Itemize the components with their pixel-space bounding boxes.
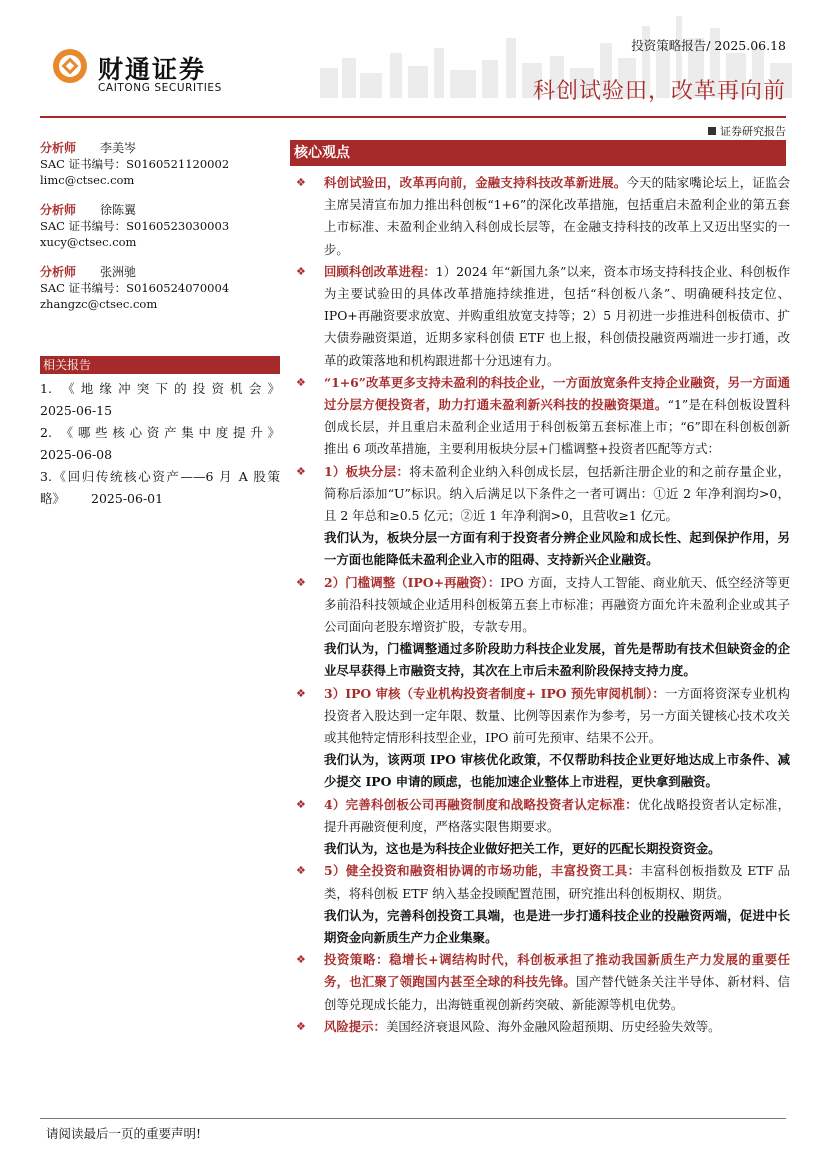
diamond-bullet-icon: ❖ — [296, 953, 306, 967]
header-divider — [40, 116, 786, 118]
core-views-header: 核心观点 — [290, 140, 786, 166]
our-view: 我们认为，该两项 IPO 审核优化政策，不仅帮助科技企业更好地达成上市条件、减少提交 IPO 申请的顾虑，也能加速企业整体上市进程，更快拿到融资。 — [324, 752, 790, 790]
diamond-bullet-icon: ❖ — [296, 575, 306, 589]
analyst-name: 徐陈翼 — [100, 203, 137, 217]
square-bullet-icon — [708, 127, 716, 135]
related-report-title: 3.《回归传统核心资产——6 月 A 股策 — [40, 469, 280, 484]
analyst-name: 李美岑 — [100, 141, 137, 155]
related-report-date: 2025-06-15 — [40, 403, 113, 418]
our-view: 我们认为，板块分层一方面有利于投资者分辨企业风险和成长性、起到保护作用，另一方面也能降低未盈利企业入市的阻碍、支持新兴企业融资。 — [324, 530, 790, 568]
analyst-sac: SAC 证书编号：S0160521120002 — [40, 157, 230, 171]
analyst-card — [40, 140, 280, 188]
report-type-date: 投资策略报告/ 2025.06.18 — [631, 38, 786, 53]
core-point: ❖ 投资策略：稳增长+调结构时代，科创板承担了推动我国新质生产力发展的重要任务，也汇聚了领跑国内甚至全球的科技先锋。国产替代链条关注半导体、新材料、信创等兑现成长能力，出海链重视创新药突破、新能源等机电优势。 — [296, 949, 790, 1016]
related-report-title-cont: 略》 2025-06-01 — [40, 491, 164, 506]
report-header — [0, 0, 826, 122]
footer-divider — [40, 1118, 786, 1119]
research-tag-label: 证券研究报告 — [720, 125, 786, 138]
related-report-item[interactable] — [40, 378, 280, 422]
analyst-role: 分析师 — [40, 203, 77, 217]
research-tag — [708, 123, 786, 139]
analyst-role: 分析师 — [40, 265, 77, 279]
core-views — [296, 172, 790, 1038]
analyst-card — [40, 202, 280, 250]
our-view: 我们认为，完善科创投资工具端，也是进一步打通科技企业的投融资两端，促进中长期资金向新质生产力企业集聚。 — [324, 907, 790, 945]
logo-english-name: CAITONG SECURITIES — [98, 82, 222, 94]
related-report-date: 2025-06-01 — [91, 491, 164, 506]
footer-disclaimer-note[interactable]: 请阅读最后一页的重要声明! — [46, 1126, 202, 1141]
diamond-bullet-icon: ❖ — [296, 176, 306, 189]
analyst-email[interactable]: zhangzc@ctsec.com — [40, 297, 158, 311]
analyst-name: 张洲驰 — [100, 265, 137, 279]
related-reports-list — [40, 378, 280, 510]
core-point: ❖ 2）门槛调整（IPO+再融资）：IPO 方面，支持人工智能、商业航天、低空经济等更多前沿科技领域企业适用科创板第五套上市标准；再融资方面允许未盈利企业或其子公司面向老股东增资扩股，专款专用。 — [296, 572, 790, 639]
diamond-bullet-icon: ❖ — [296, 464, 306, 478]
core-point: ❖ 回顾科创改革进程：1）2024 年“新国九条”以来，资本市场支持科技企业、科创板作为主要试验田的具体改革措施持续推进，包括“科创板八条”、明确硬科技定位、IPO+再融资要求放宽、并购重组放宽支持等；2）5 月初进一步推进科创板债市、扩大债券融资渠道，近期多家科创债 ETF 也上报，科创债投融资两端进一步打通，改革的政策落地和机构跟进都十分迅速有力。 — [296, 261, 790, 372]
diamond-bullet-icon: ❖ — [296, 1019, 306, 1033]
analyst-role: 分析师 — [40, 141, 77, 155]
analyst-email[interactable]: xucy@ctsec.com — [40, 235, 137, 249]
related-report-item[interactable] — [40, 466, 280, 510]
core-point: ❖ 5）健全投资和融资相协调的市场功能，丰富投资工具：丰富科创板指数及 ETF 品类，将科创板 ETF 纳入基金投顾配置范围，研究推出科创板期权、期货。 — [296, 860, 790, 904]
core-point: ❖ 科创试验田，改革再向前，金融支持科技改革新进展。今天的陆家嘴论坛上，证监会主席吴清宣布加力推出科创板“1+6”的深化改革措施，包括重启未盈利企业的第五套上市标准、未盈利企业纳入科创成长层等，在金融支持科技的改革上又迈出坚实的一步。 — [296, 172, 790, 261]
related-report-title: 1. 《地缘冲突下的投资机会》 — [40, 381, 280, 396]
caitong-logo-icon — [52, 48, 88, 84]
related-report-item[interactable] — [40, 422, 280, 466]
diamond-bullet-icon: ❖ — [296, 864, 306, 878]
analyst-card — [40, 264, 280, 312]
core-point: ❖ “1+6”改革更多支持未盈利的科技企业，一方面放宽条件支持企业融资，另一方面通过分层方便投资者，助力打通未盈利新兴科技的投融资渠道。“1”是在科创板设置科创成长层，并且重启未盈利企业适用于科创板第五套标准上市；“6”即在科创板创新推出 6 项改革措施，主要利用板块分层+门槛调整+投资者匹配等方式： — [296, 372, 790, 461]
analyst-sac: SAC 证书编号：S0160523030003 — [40, 219, 230, 233]
report-title: 科创试验田，改革再向前 — [532, 79, 786, 104]
logo-chinese-name: 财通证券 — [98, 55, 207, 84]
analyst-panel — [40, 140, 280, 326]
our-view: 我们认为，门槛调整通过多阶段助力科技企业发展，首先是帮助有技术但缺资金的企业尽早获得上市融资支持，其次在上市后未盈利阶段保持支持力度。 — [324, 641, 790, 679]
core-point: ❖ 1）板块分层：将未盈利企业纳入科创成长层，包括新注册企业的和之前存量企业，简称后添加“U”标识。纳入后满足以下条件之一者可调出：①近 2 年净利润均>0，且 2 年总和≥0.5 亿元；②近 1 年净利润>0，且营收≥1 亿元。 — [296, 461, 790, 528]
analyst-sac: SAC 证书编号：S0160524070004 — [40, 281, 230, 295]
core-point: ❖ 风险提示：美国经济衰退风险、海外金融风险超预期、历史经验失效等。 — [296, 1016, 790, 1038]
diamond-bullet-icon: ❖ — [296, 686, 306, 700]
related-reports-header: 相关报告 — [40, 356, 280, 374]
core-point: ❖ 4）完善科创板公司再融资制度和战略投资者认定标准：优化战略投资者认定标准，提升再融资便利度，严格落实限售期要求。 — [296, 794, 790, 838]
diamond-bullet-icon: ❖ — [296, 264, 306, 278]
our-view: 我们认为，这也是为科技企业做好把关工作，更好的匹配长期投资资金。 — [324, 841, 721, 857]
analyst-email[interactable]: limc@ctsec.com — [40, 173, 135, 187]
diamond-bullet-icon: ❖ — [296, 797, 306, 811]
related-report-title: 2. 《哪些核心资产集中度提升》 — [40, 425, 280, 440]
diamond-bullet-icon: ❖ — [296, 375, 306, 389]
related-report-date: 2025-06-08 — [40, 447, 113, 462]
core-point: ❖ 3）IPO 审核（专业机构投资者制度+ IPO 预先审阅机制）：一方面将资深专业机构投资者入股达到一定年限、数量、比例等因素作为参考，另一方面关键核心技术攻关或其他特定情形科技型企业，IPO 前可先预审、结果不公开。 — [296, 683, 790, 750]
